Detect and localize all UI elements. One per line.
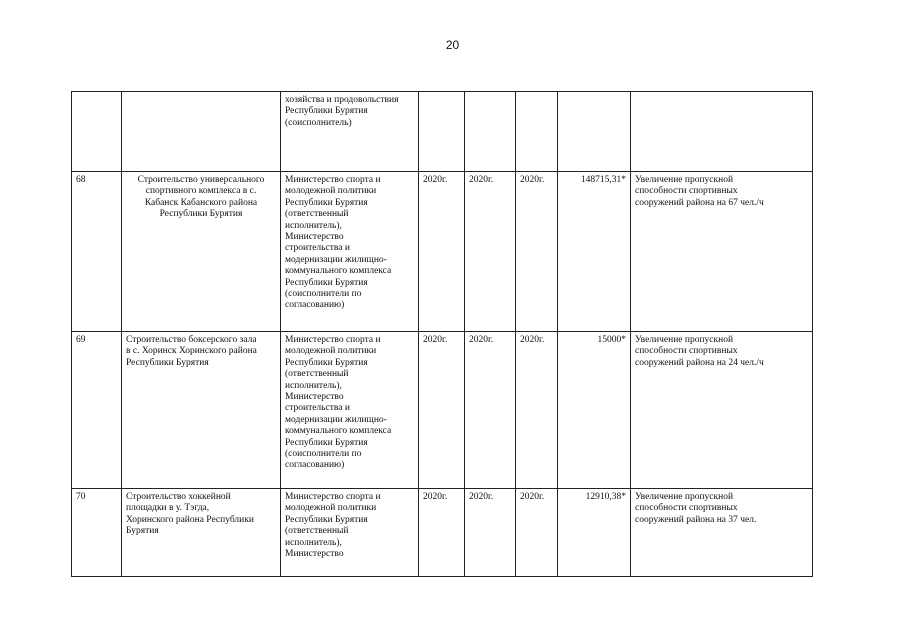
result-cell: Увеличение пропускной способности спортивных сооружений района на 24 чел./ч [631, 332, 813, 489]
table-row [72, 92, 813, 172]
object-name [122, 92, 281, 172]
table-row [72, 489, 813, 577]
row-number: 70 [72, 489, 122, 577]
year-cell: 2020г. [465, 332, 516, 489]
executor-cell: Министерство спорта и молодежной политики Республики Бурятия (ответственный исполнитель), Министерство строительства и модернизации жилищно- коммунального комплекса Республики Бурятия (соисполнители по согласованию) [281, 332, 419, 489]
executor-cell: Министерство спорта и молодежной политики Республики Бурятия (ответственный исполнитель), Министерство строительства и модернизации жилищно- коммунального комплекса Республики Бурятия (соисполнители по согласованию) [281, 172, 419, 332]
executor-cell: Министерство спорта и молодежной политики Республики Бурятия (ответственный исполнитель), Министерство [281, 489, 419, 577]
result-cell: Увеличение пропускной способности спортивных сооружений района на 37 чел. [631, 489, 813, 577]
row-number [72, 92, 122, 172]
row-number: 68 [72, 172, 122, 332]
table-row [72, 332, 813, 489]
year-cell [419, 92, 465, 172]
object-name: Строительство боксерского зала в с. Хоринск Хоринского района Республики Бурятия [122, 332, 281, 489]
object-name: Строительство хоккейной площадки в у. Тэгда, Хоринского района Республики Бурятия [122, 489, 281, 577]
object-name: Строительство универсального спортивного комплекса в с. Кабанск Кабанского района Республики Бурятия [122, 172, 281, 332]
program-table [71, 91, 813, 577]
year-cell: 2020г. [419, 332, 465, 489]
cost-cell: 12910,38* [558, 489, 631, 577]
cost-cell [558, 92, 631, 172]
result-cell [631, 92, 813, 172]
year-cell [516, 92, 558, 172]
result-cell: Увеличение пропускной способности спортивных сооружений района на 67 чел./ч [631, 172, 813, 332]
row-number: 69 [72, 332, 122, 489]
executor-cell: хозяйства и продовольствия Республики Бурятия (соисполнитель) [281, 92, 419, 172]
year-cell: 2020г. [516, 172, 558, 332]
year-cell: 2020г. [419, 172, 465, 332]
year-cell [465, 92, 516, 172]
cost-cell: 15000* [558, 332, 631, 489]
year-cell: 2020г. [516, 332, 558, 489]
year-cell: 2020г. [419, 489, 465, 577]
year-cell: 2020г. [465, 489, 516, 577]
year-cell: 2020г. [516, 489, 558, 577]
table-row [72, 172, 813, 332]
page-number: 20 [445, 38, 460, 52]
cost-cell: 148715,31* [558, 172, 631, 332]
year-cell: 2020г. [465, 172, 516, 332]
